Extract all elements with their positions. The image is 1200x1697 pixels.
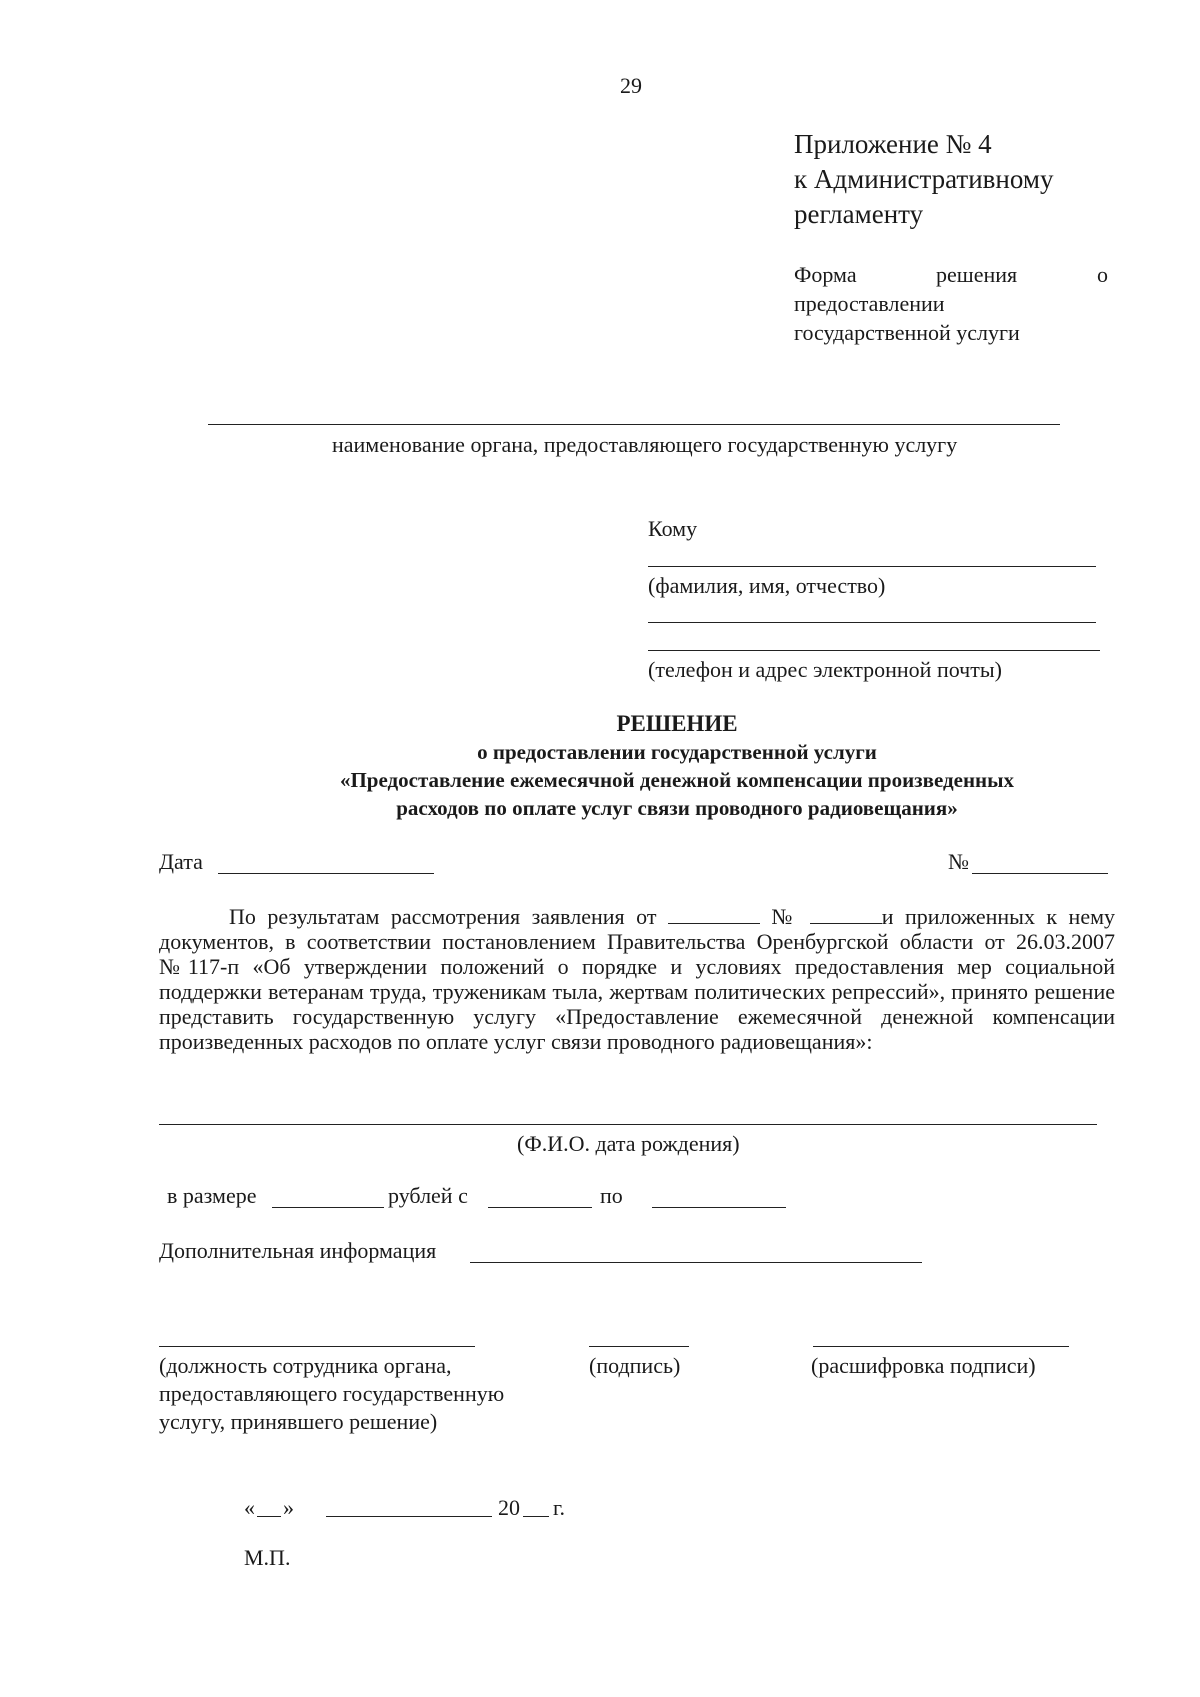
footer-year-prefix: 20 (498, 1495, 520, 1520)
footer-year-line (523, 1516, 549, 1517)
signature-caption: (подпись) (589, 1353, 681, 1378)
decoding-line (813, 1346, 1069, 1347)
from-date-line (488, 1207, 592, 1208)
form-title-word-2: решения (936, 262, 1018, 287)
footer-year-suffix: г. (553, 1495, 566, 1520)
recipient-name-line (648, 566, 1096, 567)
number-label: № (948, 849, 969, 874)
authority-caption: наименование органа, предоставляющего государственную услугу (332, 432, 958, 457)
recipient-to-label: Кому (648, 516, 698, 541)
recipient-name-caption: (фамилия, имя, отчество) (648, 573, 886, 598)
recipient-extra-line (648, 622, 1096, 623)
decision-subtitle-2: «Предоставление ежемесячной денежной компенсации произведенных (339, 768, 1015, 792)
form-title-line-3: государственной услуги (794, 320, 1020, 345)
page-number: 29 (620, 73, 642, 98)
additional-info-line (470, 1262, 922, 1263)
footer-open-quote: « (244, 1495, 255, 1520)
amount-line (272, 1207, 384, 1208)
form-title-line-2: предоставлении (794, 291, 945, 316)
appendix-line-2: к Административному (794, 164, 1054, 194)
application-date-blank (668, 905, 760, 924)
fio-caption: (Ф.И.О. дата рождения) (517, 1131, 740, 1156)
decision-title: РЕШЕНИЕ (616, 711, 738, 736)
position-caption-1: (должность сотрудника органа, (159, 1353, 452, 1378)
fio-line (159, 1124, 1097, 1125)
application-number-blank (810, 905, 882, 924)
position-caption-2: предоставляющего государственную (159, 1381, 505, 1406)
number-line (972, 873, 1108, 874)
authority-name-line (208, 424, 1060, 425)
body-part-1: По результатам рассмотрения заявления от (229, 904, 657, 929)
decision-subtitle-3: расходов по оплате услуг связи проводного радиовещания» (396, 796, 958, 820)
body-paragraph (159, 904, 1115, 1054)
to-date-line (652, 1207, 786, 1208)
stamp-label: М.П. (244, 1545, 291, 1570)
amount-label: в размере (167, 1183, 257, 1208)
rubles-from-label: рублей с (388, 1183, 468, 1208)
recipient-contact-caption: (телефон и адрес электронной почты) (648, 657, 1002, 682)
date-label: Дата (159, 849, 203, 874)
body-part-3: и приложенных к нему документов, в соответствии постановлением Правительства Оренбургской области от 26.03.2007 №117-п «Об утверждении положений о порядке и условиях предоставления мер социальной поддержки ветеранам труда, труженикам тыла, жертвам политических репрессий», принято решение представить государственную услугу «Предоставление ежемесячной денежной компенсации произведенных расходов по оплате услуг связи проводного радиовещания»: (159, 904, 1116, 1054)
recipient-contact-line (648, 650, 1100, 651)
appendix-line-3: регламенту (794, 199, 924, 229)
additional-info-label: Дополнительная информация (159, 1238, 437, 1263)
footer-month-line (326, 1516, 492, 1517)
footer-close-quote: » (283, 1495, 294, 1520)
body-part-2: № (771, 904, 799, 929)
to-label: по (600, 1183, 623, 1208)
footer-day-line (257, 1516, 281, 1517)
date-line (218, 873, 434, 874)
form-title-word-1: Форма (794, 262, 857, 287)
appendix-line-1: Приложение № 4 (794, 129, 992, 159)
form-title-word-3: о (1097, 262, 1108, 287)
decision-subtitle-1: о предоставлении государственной услуги (477, 740, 877, 764)
position-line (159, 1346, 475, 1347)
decoding-caption: (расшифровка подписи) (811, 1353, 1036, 1378)
position-caption-3: услугу, принявшего решение) (159, 1409, 438, 1434)
signature-line (589, 1346, 689, 1347)
